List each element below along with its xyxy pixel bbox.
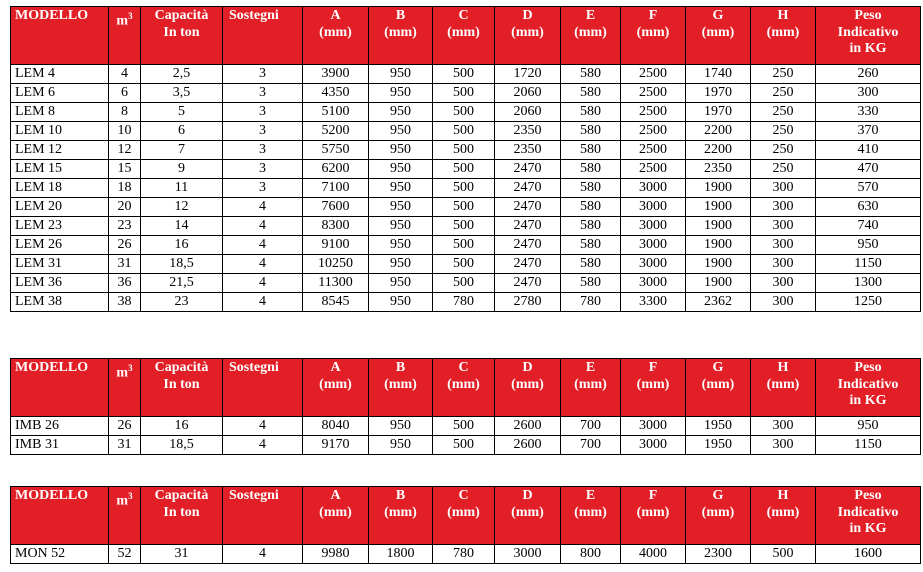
cell-e: 580 [561,198,621,217]
cell-f: 3300 [621,293,686,312]
header-e: E (mm) [561,7,621,65]
cell-c: 500 [433,198,495,217]
table-row [11,84,921,103]
cell-f: 2500 [621,122,686,141]
cell-capacita: 16 [141,236,223,255]
cell-g: 1900 [686,274,751,293]
cell-c: 500 [433,65,495,84]
header-m3: $m^3$ [109,487,141,545]
cell-e: 580 [561,255,621,274]
cell-model: IMB 31 [11,436,109,455]
table-row [11,122,921,141]
table-row [11,103,921,122]
header-modello: MODELLO [11,7,109,65]
cell-d: 1720 [495,65,561,84]
cell-h: 300 [751,236,816,255]
cell-h: 300 [751,255,816,274]
table-row [11,436,921,455]
cell-h: 250 [751,103,816,122]
cell-b: 1800 [369,545,433,564]
cell-model: LEM 38 [11,293,109,312]
cell-model: LEM 23 [11,217,109,236]
cell-d: 2780 [495,293,561,312]
cell-c: 500 [433,217,495,236]
cell-sostegni: 4 [223,274,303,293]
header-h: H (mm) [751,7,816,65]
cell-m3: 23 [109,217,141,236]
cell-peso: 950 [816,417,921,436]
header-modello: MODELLO [11,359,109,417]
header-e: E (mm) [561,487,621,545]
cell-e: 580 [561,122,621,141]
cell-model: LEM 36 [11,274,109,293]
cell-peso: 1150 [816,436,921,455]
header-sostegni: Sostegni [223,487,303,545]
header-row [11,487,921,545]
cell-d: 2470 [495,160,561,179]
cell-peso: 740 [816,217,921,236]
cell-b: 950 [369,198,433,217]
cell-model: LEM 12 [11,141,109,160]
cell-e: 580 [561,217,621,236]
cell-h: 300 [751,179,816,198]
cell-b: 950 [369,255,433,274]
cell-f: 2500 [621,141,686,160]
cell-capacita: 23 [141,293,223,312]
cell-e: 580 [561,274,621,293]
cell-model: LEM 15 [11,160,109,179]
cell-g: 2362 [686,293,751,312]
cell-capacita: 18,5 [141,436,223,455]
cell-g: 1740 [686,65,751,84]
cell-h: 300 [751,436,816,455]
cell-e: 800 [561,545,621,564]
cell-b: 950 [369,103,433,122]
cell-h: 250 [751,160,816,179]
cell-f: 2500 [621,65,686,84]
header-peso: Peso Indicativo in KG [816,487,921,545]
table-row [11,141,921,160]
header-d: D (mm) [495,487,561,545]
cell-g: 2350 [686,160,751,179]
cell-c: 500 [433,274,495,293]
cell-capacita: 7 [141,141,223,160]
cell-model: LEM 8 [11,103,109,122]
cell-f: 4000 [621,545,686,564]
cell-h: 250 [751,65,816,84]
cell-d: 2350 [495,122,561,141]
cell-sostegni: 3 [223,160,303,179]
cell-a: 8040 [303,417,369,436]
header-sostegni: Sostegni [223,359,303,417]
cell-c: 500 [433,436,495,455]
table-row [11,255,921,274]
cell-model: LEM 31 [11,255,109,274]
cell-c: 500 [433,417,495,436]
cell-b: 950 [369,141,433,160]
header-c: C (mm) [433,359,495,417]
table-row [11,65,921,84]
header-m3: $m^3$ [109,7,141,65]
cell-e: 580 [561,179,621,198]
cell-m3: 26 [109,236,141,255]
cell-e: 780 [561,293,621,312]
table-row [11,293,921,312]
cell-sostegni: 4 [223,217,303,236]
header-b: B (mm) [369,487,433,545]
cell-e: 580 [561,236,621,255]
cell-g: 2200 [686,122,751,141]
header-modello: MODELLO [11,487,109,545]
cell-m3: 4 [109,65,141,84]
cell-sostegni: 4 [223,255,303,274]
table-row [11,545,921,564]
cell-g: 2200 [686,141,751,160]
cell-model: LEM 26 [11,236,109,255]
header-g: G (mm) [686,7,751,65]
cell-sostegni: 3 [223,65,303,84]
table-row [11,217,921,236]
cell-a: 10250 [303,255,369,274]
cell-h: 250 [751,122,816,141]
cell-e: 580 [561,160,621,179]
cell-f: 2500 [621,103,686,122]
cell-f: 3000 [621,274,686,293]
cell-sostegni: 3 [223,179,303,198]
cell-a: 7100 [303,179,369,198]
cell-h: 250 [751,84,816,103]
header-d: D (mm) [495,359,561,417]
cell-g: 1970 [686,103,751,122]
cell-d: 3000 [495,545,561,564]
cell-capacita: 11 [141,179,223,198]
cell-m3: 12 [109,141,141,160]
cell-c: 500 [433,84,495,103]
cell-c: 500 [433,236,495,255]
cell-b: 950 [369,436,433,455]
cell-sostegni: 4 [223,545,303,564]
cell-peso: 370 [816,122,921,141]
header-b: B (mm) [369,359,433,417]
cell-f: 3000 [621,236,686,255]
cell-m3: 10 [109,122,141,141]
cell-peso: 470 [816,160,921,179]
cell-sostegni: 3 [223,141,303,160]
cell-a: 8545 [303,293,369,312]
cell-peso: 630 [816,198,921,217]
cell-sostegni: 3 [223,84,303,103]
cell-peso: 260 [816,65,921,84]
cell-g: 1900 [686,179,751,198]
cell-f: 3000 [621,198,686,217]
cell-d: 2470 [495,198,561,217]
header-b: B (mm) [369,7,433,65]
cell-m3: 52 [109,545,141,564]
header-a: A (mm) [303,7,369,65]
header-capacita: Capacità In ton [141,359,223,417]
cell-a: 3900 [303,65,369,84]
cell-capacita: 31 [141,545,223,564]
cell-h: 300 [751,274,816,293]
cell-g: 1900 [686,236,751,255]
cell-d: 2060 [495,84,561,103]
cell-e: 700 [561,417,621,436]
cell-f: 3000 [621,417,686,436]
cell-sostegni: 3 [223,122,303,141]
cell-capacita: 16 [141,417,223,436]
cell-b: 950 [369,217,433,236]
header-row [11,359,921,417]
cell-h: 300 [751,293,816,312]
cell-g: 1950 [686,436,751,455]
cell-m3: 31 [109,255,141,274]
table-row [11,417,921,436]
cell-h: 300 [751,217,816,236]
cell-d: 2600 [495,417,561,436]
cell-c: 780 [433,293,495,312]
cell-peso: 570 [816,179,921,198]
cell-a: 9100 [303,236,369,255]
cell-model: IMB 26 [11,417,109,436]
cell-g: 1970 [686,84,751,103]
cell-sostegni: 4 [223,236,303,255]
cell-g: 1900 [686,255,751,274]
cell-d: 2060 [495,103,561,122]
header-m3: $m^3$ [109,359,141,417]
cell-d: 2600 [495,436,561,455]
table-row [11,236,921,255]
header-g: G (mm) [686,359,751,417]
cell-a: 4350 [303,84,369,103]
cell-m3: 20 [109,198,141,217]
cell-b: 950 [369,122,433,141]
cell-a: 9980 [303,545,369,564]
cell-capacita: 2,5 [141,65,223,84]
cell-e: 580 [561,65,621,84]
cell-b: 950 [369,65,433,84]
cell-f: 3000 [621,179,686,198]
cell-m3: 8 [109,103,141,122]
cell-model: LEM 18 [11,179,109,198]
spec-table-imb [10,358,921,455]
cell-capacita: 5 [141,103,223,122]
cell-capacita: 6 [141,122,223,141]
table-row [11,198,921,217]
header-f: F (mm) [621,359,686,417]
cell-d: 2470 [495,217,561,236]
spec-table-lem [10,6,921,312]
cell-e: 580 [561,141,621,160]
table-row [11,160,921,179]
cell-a: 9170 [303,436,369,455]
spec-table-mon [10,486,921,564]
header-capacita: Capacità In ton [141,7,223,65]
cell-e: 580 [561,84,621,103]
cell-c: 500 [433,141,495,160]
cell-model: LEM 4 [11,65,109,84]
cell-sostegni: 4 [223,417,303,436]
cell-capacita: 18,5 [141,255,223,274]
cell-peso: 1600 [816,545,921,564]
cell-m3: 18 [109,179,141,198]
cell-a: 6200 [303,160,369,179]
cell-b: 950 [369,417,433,436]
cell-capacita: 3,5 [141,84,223,103]
cell-g: 1900 [686,198,751,217]
table-row [11,179,921,198]
cell-a: 5750 [303,141,369,160]
cell-f: 2500 [621,84,686,103]
header-h: H (mm) [751,359,816,417]
cell-a: 7600 [303,198,369,217]
header-c: C (mm) [433,7,495,65]
header-peso: Peso Indicativo in KG [816,359,921,417]
header-a: A (mm) [303,487,369,545]
cell-c: 780 [433,545,495,564]
cell-peso: 300 [816,84,921,103]
cell-b: 950 [369,274,433,293]
cell-g: 1950 [686,417,751,436]
cell-peso: 1300 [816,274,921,293]
cell-model: LEM 10 [11,122,109,141]
cell-b: 950 [369,84,433,103]
cell-sostegni: 4 [223,293,303,312]
cell-model: LEM 6 [11,84,109,103]
cell-g: 1900 [686,217,751,236]
cell-sostegni: 4 [223,436,303,455]
cell-b: 950 [369,179,433,198]
cell-capacita: 12 [141,198,223,217]
cell-e: 580 [561,103,621,122]
cell-m3: 6 [109,84,141,103]
cell-c: 500 [433,160,495,179]
cell-h: 300 [751,198,816,217]
cell-peso: 1150 [816,255,921,274]
cell-m3: 26 [109,417,141,436]
cell-a: 11300 [303,274,369,293]
header-f: F (mm) [621,7,686,65]
header-g: G (mm) [686,487,751,545]
cell-m3: 38 [109,293,141,312]
cell-model: LEM 20 [11,198,109,217]
cell-sostegni: 4 [223,198,303,217]
cell-h: 300 [751,417,816,436]
header-capacita: Capacità In ton [141,487,223,545]
cell-a: 5200 [303,122,369,141]
cell-peso: 410 [816,141,921,160]
cell-b: 950 [369,236,433,255]
header-e: E (mm) [561,359,621,417]
cell-capacita: 9 [141,160,223,179]
cell-d: 2470 [495,255,561,274]
cell-h: 500 [751,545,816,564]
header-row [11,7,921,65]
header-d: D (mm) [495,7,561,65]
cell-f: 2500 [621,160,686,179]
cell-model: MON 52 [11,545,109,564]
cell-a: 8300 [303,217,369,236]
cell-d: 2470 [495,179,561,198]
cell-capacita: 21,5 [141,274,223,293]
cell-c: 500 [433,122,495,141]
cell-m3: 15 [109,160,141,179]
cell-peso: 950 [816,236,921,255]
cell-b: 950 [369,293,433,312]
table-row [11,274,921,293]
cell-g: 2300 [686,545,751,564]
cell-peso: 1250 [816,293,921,312]
cell-capacita: 14 [141,217,223,236]
cell-b: 950 [369,160,433,179]
header-sostegni: Sostegni [223,7,303,65]
cell-a: 5100 [303,103,369,122]
cell-e: 700 [561,436,621,455]
cell-m3: 36 [109,274,141,293]
cell-d: 2470 [495,236,561,255]
header-a: A (mm) [303,359,369,417]
header-peso: Peso Indicativo in KG [816,7,921,65]
header-f: F (mm) [621,487,686,545]
header-c: C (mm) [433,487,495,545]
cell-f: 3000 [621,436,686,455]
header-h: H (mm) [751,487,816,545]
cell-f: 3000 [621,255,686,274]
cell-c: 500 [433,179,495,198]
cell-peso: 330 [816,103,921,122]
cell-h: 250 [751,141,816,160]
cell-d: 2350 [495,141,561,160]
cell-sostegni: 3 [223,103,303,122]
cell-d: 2470 [495,274,561,293]
cell-m3: 31 [109,436,141,455]
cell-c: 500 [433,255,495,274]
cell-f: 3000 [621,217,686,236]
cell-c: 500 [433,103,495,122]
